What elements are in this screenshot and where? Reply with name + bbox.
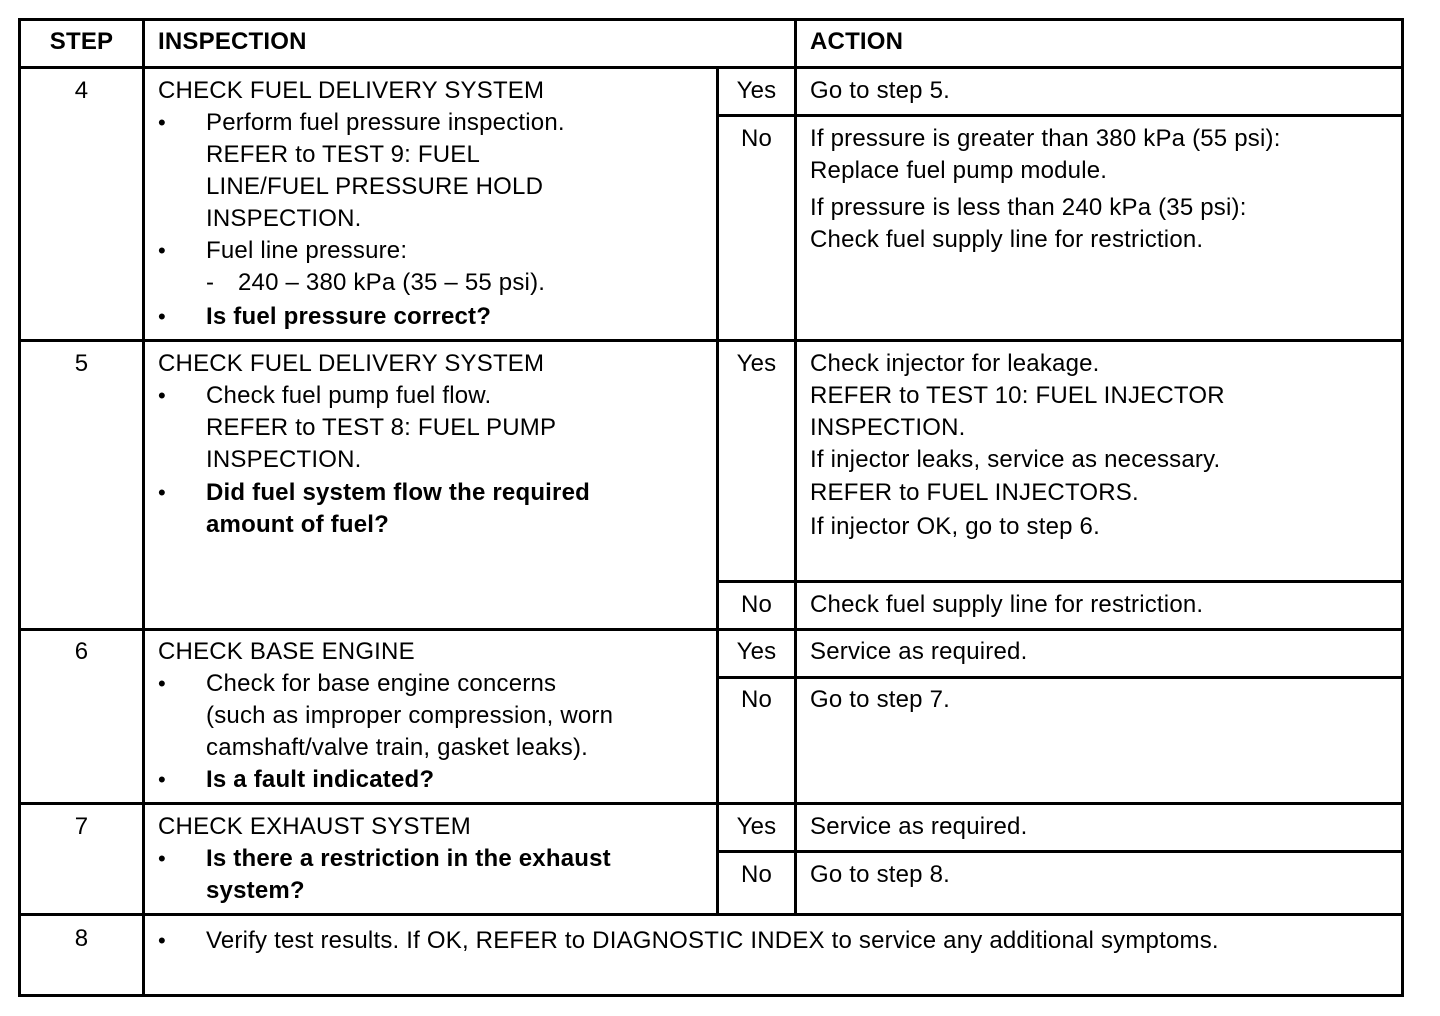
action-text: If pressure is greater than 380 kPa (55 psi):	[810, 125, 1281, 152]
rule-action-col	[794, 18, 797, 916]
action-text: Check injector for leakage.	[810, 350, 1100, 377]
rule-row6	[18, 802, 1404, 805]
row6-line: Check for base engine concerns	[206, 670, 557, 697]
rule-right	[1401, 18, 1404, 997]
rule-row7-split	[718, 850, 1404, 853]
bullet: •	[158, 110, 166, 135]
answer-yes: Yes	[736, 813, 777, 840]
bullet: •	[158, 846, 166, 871]
action-text: If injector OK, go to step 6.	[810, 513, 1100, 540]
row4-line: LINE/FUEL PRESSURE HOLD	[206, 173, 544, 200]
step-number-8: 8	[74, 925, 89, 952]
rule-top	[18, 18, 1404, 21]
rule-header	[18, 66, 1404, 69]
action-text: Replace fuel pump module.	[810, 157, 1108, 184]
row5-question: Did fuel system flow the required	[206, 479, 591, 506]
action-text: Go to step 5.	[810, 77, 951, 104]
answer-no: No	[740, 125, 773, 152]
rule-step-col	[142, 18, 145, 997]
rule-row4-split	[718, 114, 1404, 117]
row4-line: Fuel line pressure:	[206, 237, 408, 264]
rule-answer-col	[716, 66, 719, 916]
action-text: REFER to TEST 10: FUEL INJECTOR	[810, 382, 1225, 409]
row5-line: Check fuel pump fuel flow.	[206, 382, 492, 409]
row4-line: INSPECTION.	[206, 205, 362, 232]
row5-question: amount of fuel?	[206, 511, 389, 538]
row4-line: 240 – 380 kPa (35 – 55 psi).	[238, 269, 546, 296]
row6-question: Is a fault indicated?	[206, 766, 435, 793]
action-text: Service as required.	[810, 813, 1028, 840]
row6-line: camshaft/valve train, gasket leaks).	[206, 734, 589, 761]
row4-line: Perform fuel pressure inspection.	[206, 109, 565, 136]
header-inspection: INSPECTION	[158, 28, 307, 55]
action-text: REFER to FUEL INJECTORS.	[810, 479, 1139, 506]
answer-yes: Yes	[736, 77, 777, 104]
row4-line: REFER to TEST 9: FUEL	[206, 141, 481, 168]
answer-no: No	[740, 686, 773, 713]
bullet: •	[158, 671, 166, 696]
row5-line: REFER to TEST 8: FUEL PUMP	[206, 414, 557, 441]
bullet: •	[158, 480, 166, 505]
row7-question: Is there a restriction in the exhaust	[206, 845, 611, 872]
row5-title: CHECK FUEL DELIVERY SYSTEM	[158, 350, 545, 377]
action-text: Check fuel supply line for restriction.	[810, 591, 1204, 618]
header-step: STEP	[49, 28, 114, 55]
rule-row6-split	[718, 676, 1404, 679]
rule-row5	[18, 628, 1404, 631]
rule-row5-split	[718, 580, 1404, 583]
bullet: •	[158, 304, 166, 329]
bullet: •	[158, 383, 166, 408]
action-text: Check fuel supply line for restriction.	[810, 226, 1204, 253]
row4-sub-dash: -	[206, 269, 215, 296]
bullet: •	[158, 767, 166, 792]
answer-yes: Yes	[736, 350, 777, 377]
action-text: If pressure is less than 240 kPa (35 psi):	[810, 194, 1247, 221]
row7-question: system?	[206, 877, 305, 904]
step-number-7: 7	[74, 813, 89, 840]
row6-line: (such as improper compression, worn	[206, 702, 614, 729]
answer-no: No	[740, 591, 773, 618]
action-text: If injector leaks, service as necessary.	[810, 446, 1221, 473]
rule-bottom	[18, 994, 1404, 997]
header-action: ACTION	[810, 28, 904, 55]
rule-row7	[18, 913, 1404, 916]
action-text: Go to step 7.	[810, 686, 951, 713]
bullet: •	[158, 928, 166, 953]
row6-title: CHECK BASE ENGINE	[158, 638, 415, 665]
answer-no: No	[740, 861, 773, 888]
row4-title: CHECK FUEL DELIVERY SYSTEM	[158, 77, 545, 104]
step-number-4: 4	[74, 77, 89, 104]
bullet: •	[158, 238, 166, 263]
action-text: Service as required.	[810, 638, 1028, 665]
action-text: Go to step 8.	[810, 861, 951, 888]
answer-yes: Yes	[736, 638, 777, 665]
row4-question: Is fuel pressure correct?	[206, 303, 492, 330]
row8-line: Verify test results. If OK, REFER to DIAGNOSTIC INDEX to service any additional symptoms.	[206, 927, 1219, 954]
step-number-6: 6	[74, 638, 89, 665]
rule-left	[18, 18, 21, 997]
row7-title: CHECK EXHAUST SYSTEM	[158, 813, 471, 840]
step-number-5: 5	[74, 350, 89, 377]
rule-row4	[18, 339, 1404, 342]
action-text: INSPECTION.	[810, 414, 966, 441]
row5-line: INSPECTION.	[206, 446, 362, 473]
